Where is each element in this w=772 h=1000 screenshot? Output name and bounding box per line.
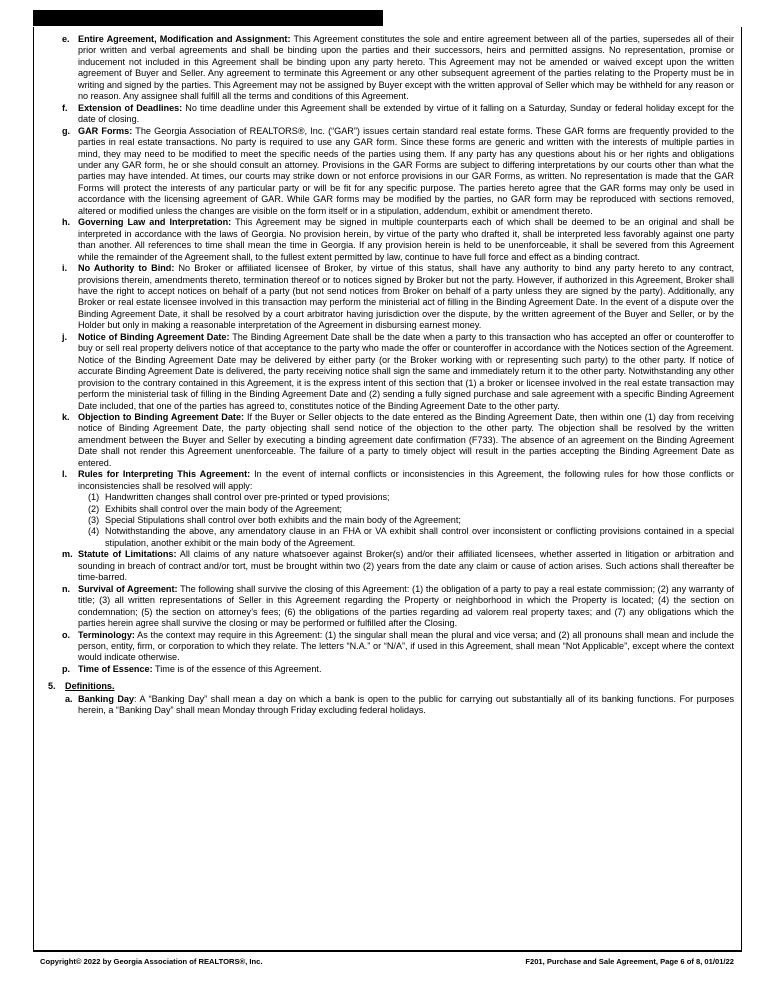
- page-content: [40, 34, 734, 717]
- clause-text: As the context may require in this Agreement: (1) the singular shall mean the plural and vice versa; and (2) all pronouns shall mean and include the person, entity, firm, or corporation to which they relate. The letters “N.A.” or “N/A”, if used in this Agreement, shall mean “Not Applicable”, except where the context would indicate otherwise.: [78, 629, 734, 663]
- clause-heading: Terminology:: [78, 629, 135, 640]
- clause-heading: Time of Essence:: [78, 663, 153, 674]
- rule-text: Notwithstanding the above, any amendatory clause in an FHA or VA exhibit shall control over inconsistent or conflicting provisions contained in a special stipulation, another exhibit or the main body of the Agreement.: [105, 526, 734, 548]
- section-title: Definitions.: [65, 681, 115, 692]
- clause-letter: i.: [62, 263, 68, 274]
- rule-number: (4): [88, 526, 100, 537]
- rule-item: [88, 504, 734, 515]
- clause-m: [40, 549, 734, 583]
- clause-heading: Statute of Limitations:: [78, 549, 177, 560]
- clause-heading: Survival of Agreement:: [78, 583, 178, 594]
- clause-heading: Extension of Deadlines:: [78, 102, 183, 113]
- rule-text: Special Stipulations shall control over both exhibits and the main body of the Agreement;: [105, 515, 461, 526]
- section-number: 5.: [48, 681, 56, 692]
- clause-list: [40, 34, 734, 675]
- clause-g: [40, 126, 734, 218]
- definitions-section: [40, 681, 734, 716]
- rule-item: [88, 515, 734, 526]
- clause-heading: No Authority to Bind:: [78, 263, 175, 274]
- rule-item: [88, 526, 734, 549]
- clause-text: This Agreement constitutes the sole and entire agreement between all of the parties, supersedes all of their prior written and verbal agreements and shall be binding upon the parties and their successors, heirs and permitted assigns. No representation, promise or inducement not included in this Agreement shall be binding upon any party hereto. This Agreement may not be amended or waived except upon the written agreement of Buyer and Seller. Any agreement to terminate this Agreement or any other subsequent agreement of the parties relating to the Property must be in writing and signed by the parties. This Agreement may not be assigned by Buyer except with the written approval of Seller which may be withheld for any reason or no reason. Any assignee shall fulfill all the terms and conditions of this Agreement.: [78, 34, 734, 102]
- form-page-info: F201, Purchase and Sale Agreement, Page 6 of 8, 01/01/22: [525, 957, 734, 966]
- clause-heading: Rules for Interpreting This Agreement:: [78, 469, 251, 480]
- clause-text: The Binding Agreement Date shall be the date when a party to this transaction who has accepted an offer or counteroffer to buy or sell real property delivers notice of that acceptance to the party who made the offer or counteroffer in accordance with the Notices section of the Agreement. Notice of the Binding Agreement Date may be delivered by either party (or the Broker working with or representing such party) to the other party. If notice of accurate Binding Agreement Date is delivered, the party receiving notice shall sign the same and immediately return it to the other party. Notwithstanding any other provision to the contrary contained in this Agreement, it is the express intent of this section that (1) a broker or licensee involved in the real estate transaction may perform the ministerial task of filling in the Binding Agreement Date and (2) sending a fully signed purchase and sale agreement with a specific Binding Agreement Date included, that one of the parties has agreed to, constitutes notice of the Binding Agreement Date to the other party.: [78, 331, 734, 411]
- clause-heading: Notice of Binding Agreement Date:: [78, 331, 230, 342]
- clause-j: [40, 332, 734, 412]
- clause-h: [40, 217, 734, 263]
- definition-banking-day: [65, 694, 734, 717]
- clause-text: No time deadline under this Agreement shall be extended by virtue of it falling on a Saturday, Sunday or federal holiday except for the date of closing.: [78, 102, 734, 125]
- clause-letter: k.: [62, 411, 70, 422]
- clause-text: In the event of internal conflicts or inconsistencies in this Agreement, the following rules for how those conflicts or inconsistencies shall be resolved will apply:: [78, 469, 734, 491]
- clause-letter: g.: [62, 125, 71, 136]
- clause-text: This Agreement may be signed in multiple counterparts each of which shall be deemed to be an original and shall be interpreted in accordance with the laws of Georgia. No provision herein, by virtue of the party who drafted it, shall be interpreted less favorably against one party than another. All references to time shall mean the time in Georgia. If any provision herein is held to be unenforceable, it shall be severed from this Agreement while the remainder of the Agreement shall, to the fullest extent permitted by law, continue to have full force and effect as a binding contract.: [78, 217, 734, 262]
- clause-f: [40, 103, 734, 126]
- clause-text: The Georgia Association of REALTORS®, Inc. (“GAR”) issues certain standard real estate forms. These GAR forms are frequently provided to the parties in real estate transactions. No party is required to use any GAR form. Since these forms are generic and written with the interests of multiple parties in mind, they may need to be modified to meet the specific needs of the parties using them. If any party has any questions about his or her rights and obligations under any GAR form, he or she should consult an attorney. Provisions in the GAR Forms are subject to differing interpretations by our courts other than what the parties may have intended. At times, our courts may strike down or not enforce provisions in our GAR Forms, as written. No representation is made that the GAR Forms will protect the interests of any particular party or will be fit for any specific purpose. The parties hereto agree that the GAR forms may only be used in accordance with the licensing agreement of GAR. While GAR forms may be modified by the parties, no GAR form may be reproduced with sections removed, altered or modified unless the changes are visible on the form itself or in a stipulation, addendum, exhibit or amendment thereto.: [78, 125, 735, 216]
- clause-letter: m.: [62, 549, 73, 560]
- page-footer: [40, 957, 734, 966]
- clause-o: [40, 630, 734, 664]
- clause-heading: Entire Agreement, Modification and Assignment:: [78, 34, 291, 44]
- clause-text: If the Buyer or Seller objects to the date entered as the Binding Agreement Date, then within one (1) day from receiving notice of Binding Agreement Date, the party objecting shall send notice of the objection to the other party. The objection shall be resolved by the written amendment between the Buyer and Seller by executing a binding agreement date confirmation (F733). The absence of an agreement on the Binding Agreement Date shall not render this Agreement unenforceable. The failure of a party to timely object will result in the parties accepting the Binding Agreement Date as entered.: [78, 411, 734, 468]
- rule-text: Exhibits shall control over the main body of the Agreement;: [105, 503, 343, 514]
- clause-heading: Banking Day: [78, 693, 135, 704]
- clause-text: Time is of the essence of this Agreement.: [152, 663, 322, 674]
- rule-list: [78, 492, 734, 549]
- clause-letter: n.: [62, 583, 71, 594]
- clause-text: : A “Banking Day” shall mean a day on which a bank is open to the public for carrying out substantially all of its banking functions. For purposes herein, a “Banking Day” shall mean Monday through Friday excluding federal holidays.: [78, 693, 734, 716]
- footer-rule: [33, 950, 742, 952]
- clause-letter: h.: [62, 217, 71, 228]
- rule-number: (1): [88, 492, 100, 503]
- clause-text: The following shall survive the closing of this Agreement: (1) the obligation of a party to pay a real estate commission; (2) any warranty of title; (3) all written representations of Seller in this Agreement regarding the Property or neighborhood in which the Property is located; (4) the section on condemnation; (5) the section on attorney’s fees; (6) the obligations of the parties regarding ad valorem real property taxes; and (7) any obligations which the parties herein agree shall survive the closing or may be performed or fulfilled after the Closing.: [78, 583, 734, 629]
- clause-letter: p.: [62, 663, 71, 674]
- rule-number: (3): [88, 515, 100, 526]
- redaction-bar: [33, 10, 383, 26]
- clause-e: [40, 34, 734, 103]
- rule-item: [88, 492, 734, 503]
- clause-letter: l.: [62, 469, 68, 480]
- clause-letter: o.: [62, 629, 71, 640]
- clause-n: [40, 584, 734, 630]
- clause-letter: e.: [62, 34, 70, 44]
- rule-number: (2): [88, 503, 100, 514]
- clause-text: All claims of any nature whatsoever against Broker(s) and/or their affiliated licensees, whether asserted in litigation or arbitration and sounding in breach of contract and/or tort, must be brought within two (2) years from the date any claim or cause of action arises. Such actions shall thereafter be time-barred.: [78, 549, 734, 583]
- clause-l: [40, 469, 734, 549]
- clause-p: [40, 664, 734, 675]
- clause-letter: a.: [65, 693, 73, 704]
- clause-letter: j.: [62, 331, 68, 342]
- clause-i: [40, 263, 734, 332]
- clause-text: No Broker or affiliated licensee of Broker, by virtue of this status, shall have any authority to bind any party hereto to any contract, provisions therein, amendments thereto, termination thereof or to notices signed by Broker but not the party. However, if authorized in this Agreement, Broker shall have the right to accept notices on behalf of a party (but not send notices from Broker on behalf of a party unless they are signed by the party). Additionally, any Broker or real estate licensee involved in this transaction may perform the ministerial act of filling in the Binding Agreement Date. In the event of a dispute over the Binding Agreement Date, it shall be resolved by a court arbitrator having jurisdiction over the dispute, by the written agreement of the Buyer and Seller, or by the Holder but only in making a reasonable interpretation of the Agreement in disbursing earnest money.: [78, 263, 734, 331]
- clause-letter: f.: [62, 102, 68, 113]
- clause-heading: Governing Law and Interpretation:: [78, 217, 232, 228]
- clause-heading: Objection to Binding Agreement Date:: [78, 411, 245, 422]
- clause-heading: GAR Forms:: [78, 125, 133, 136]
- rule-text: Handwritten changes shall control over pre-printed or typed provisions;: [105, 492, 390, 503]
- clause-k: [40, 412, 734, 469]
- copyright-text: Copyright© 2022 by Georgia Association of REALTORS®, Inc.: [40, 957, 263, 966]
